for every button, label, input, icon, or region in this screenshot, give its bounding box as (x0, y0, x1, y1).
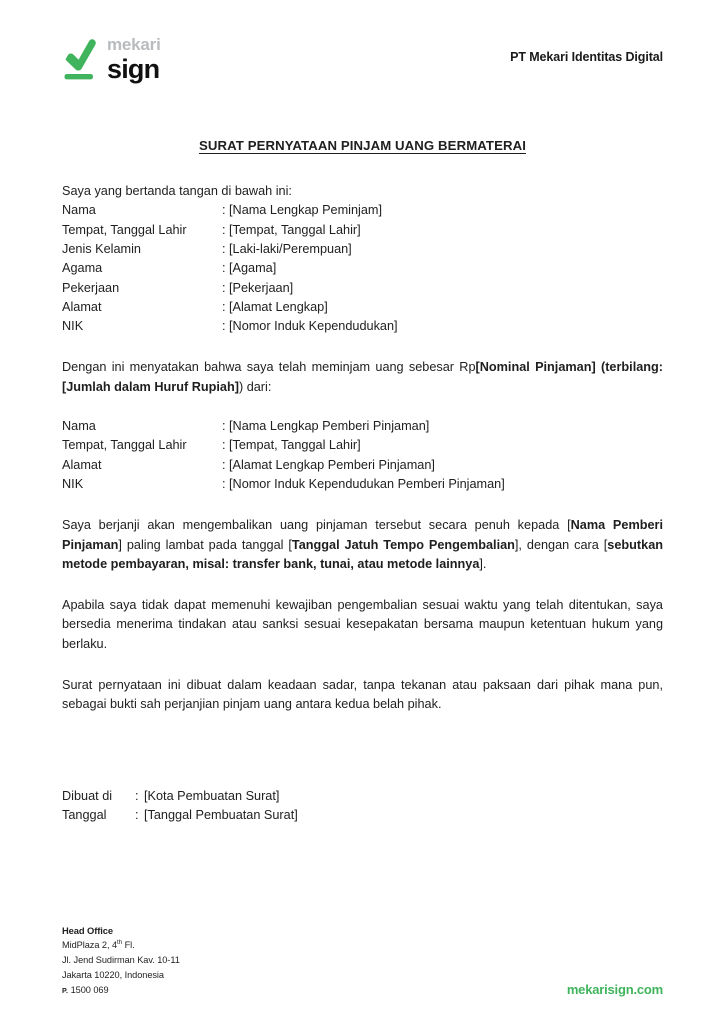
field-label: Pekerjaan (62, 280, 120, 295)
spacer (62, 574, 663, 596)
company-name: PT Mekari Identitas Digital (510, 50, 663, 64)
field-label: Tempat, Tanggal Lahir (62, 222, 187, 237)
field-value: [Tanggal Pembuatan Surat] (144, 808, 298, 823)
spacer (62, 397, 663, 417)
field-separator: : (135, 808, 139, 823)
field-label: Nama (62, 203, 96, 218)
sanction-paragraph: Apabila saya tidak dapat memenuhi kewajiban pengembalian sesuai waktu yang telah ditentukan, saya bersedia menerima tindakan atau sanksi sesuai kesepakatan bersama maupun ketentuan hukum yang berlaku. (62, 598, 663, 651)
head-office-title: Head Office (62, 925, 113, 937)
spacer (62, 336, 663, 358)
website-link[interactable]: mekarisign.com (566, 982, 663, 997)
field-label: Jenis Kelamin (62, 241, 141, 256)
field-separator: : (222, 203, 226, 218)
field-value: [Laki-laki/Perempuan] (229, 241, 352, 256)
promise-bold-lender-name: Nama Pemberi Pinjaman (62, 518, 663, 552)
field-separator: : (222, 319, 226, 334)
promise-part-3: ], dengan cara [ (514, 537, 608, 552)
field-label: NIK (62, 319, 84, 334)
field-value: [Pekerjaan] (229, 280, 294, 295)
field-value: [Nomor Induk Kependudukan Pemberi Pinjaman] (229, 476, 505, 491)
field-value: [Alamat Lengkap] (229, 299, 328, 314)
document-title: SURAT PERNYATAAN PINJAM UANG BERMATERAI (198, 138, 526, 153)
brand-word-sign: sign (107, 53, 160, 84)
phone-line (62, 983, 180, 998)
field-value: [Kota Pembuatan Surat] (144, 788, 280, 803)
spacer (62, 654, 663, 676)
signature-spacer (62, 715, 663, 787)
promise-part-1: Saya berjanji akan mengembalikan uang pinjaman tersebut secara penuh kepada [ (62, 518, 571, 533)
field-separator: : (222, 476, 226, 491)
field-label: NIK (62, 476, 84, 491)
head-office-address (62, 923, 180, 998)
field-value: [Tempat, Tanggal Lahir] (229, 438, 361, 453)
field-label: Agama (62, 261, 103, 276)
table-row (62, 806, 298, 826)
promise-bold-due-date: Tanggal Jatuh Tempo Pengembalian (291, 537, 515, 552)
borrower-identity-table (62, 201, 663, 336)
mekari-sign-logo (62, 36, 161, 85)
address-line-1 (62, 938, 180, 953)
field-separator: : (222, 222, 226, 237)
field-value: [Nama Lengkap Peminjam] (229, 203, 383, 218)
field-label: Tempat, Tanggal Lahir (62, 438, 187, 453)
address-line-1-tail: Fl. (122, 940, 135, 951)
table-row (62, 436, 663, 455)
field-separator: : (135, 788, 139, 803)
closing-place-date-table (62, 787, 298, 826)
promise-part-4: ]. (479, 556, 487, 571)
field-label: Tanggal (62, 808, 107, 823)
statement-part-1: Dengan ini menyatakan bahwa saya telah meminjam uang sebesar Rp (62, 360, 476, 375)
table-row (62, 298, 663, 317)
field-label: Alamat (62, 299, 102, 314)
brand-wordmark (107, 36, 161, 85)
lender-identity-table (62, 417, 663, 494)
field-value: [Nama Lengkap Pemberi Pinjaman] (229, 419, 430, 434)
phone-label: P. (62, 986, 69, 996)
field-value: [Tempat, Tanggal Lahir] (229, 222, 361, 237)
brand-word-mekari: mekari (107, 35, 161, 54)
table-row (62, 475, 663, 494)
field-separator: : (222, 438, 226, 453)
field-value: [Agama] (229, 261, 277, 276)
table-row (62, 240, 663, 259)
table-row (62, 259, 663, 278)
lead-sentence: Saya yang bertanda tangan di bawah ini: (62, 184, 292, 199)
address-line-3: Jakarta 10220, Indonesia (62, 970, 164, 981)
table-row (62, 456, 663, 475)
field-separator: : (222, 457, 226, 472)
field-separator: : (222, 241, 226, 256)
table-row (62, 417, 663, 436)
spacer (62, 494, 663, 516)
field-value: [Alamat Lengkap Pemberi Pinjaman] (229, 457, 435, 472)
page-header (62, 36, 663, 96)
table-row (62, 317, 663, 336)
table-row (62, 201, 663, 220)
table-row (62, 787, 298, 807)
phone-number: 1500 069 (70, 985, 109, 996)
table-row (62, 221, 663, 240)
loan-amount-statement (62, 358, 663, 397)
repayment-promise-paragraph (62, 516, 663, 574)
field-value: [Nomor Induk Kependudukan] (229, 319, 398, 334)
document-body (62, 136, 663, 826)
statement-bold-amount: [Nominal Pinjaman] (terbilang: [Jumlah dalam Huruf Rupiah] (62, 360, 663, 394)
promise-bold-payment-method: sebutkan metode pembayaran, misal: transfer bank, tunai, atau metode lainnya (62, 537, 663, 571)
field-separator: : (222, 299, 226, 314)
statement-part-2: ) dari: (238, 379, 272, 394)
green-checkmark-logo-icon (62, 38, 98, 84)
promise-part-2: ] paling lambat pada tanggal [ (118, 537, 292, 552)
page-footer (62, 923, 663, 998)
address-line-1-main: MidPlaza 2, 4 (62, 940, 118, 951)
table-row (62, 279, 663, 298)
declaration-paragraph: Surat pernyataan ini dibuat dalam keadaan sadar, tanpa tekanan atau paksaan dari pihak mana pun, sebagai bukti sah perjanjian pinjam uang antara kedua belah pihak. (62, 678, 663, 712)
field-label: Alamat (62, 457, 102, 472)
address-ordinal-suffix: th (117, 939, 123, 947)
field-label: Nama (62, 419, 96, 434)
field-separator: : (222, 419, 226, 434)
field-separator: : (222, 280, 226, 295)
field-label: Dibuat di (62, 788, 113, 803)
field-separator: : (222, 261, 226, 276)
address-line-2: Jl. Jend Sudirman Kav. 10-11 (62, 955, 180, 966)
